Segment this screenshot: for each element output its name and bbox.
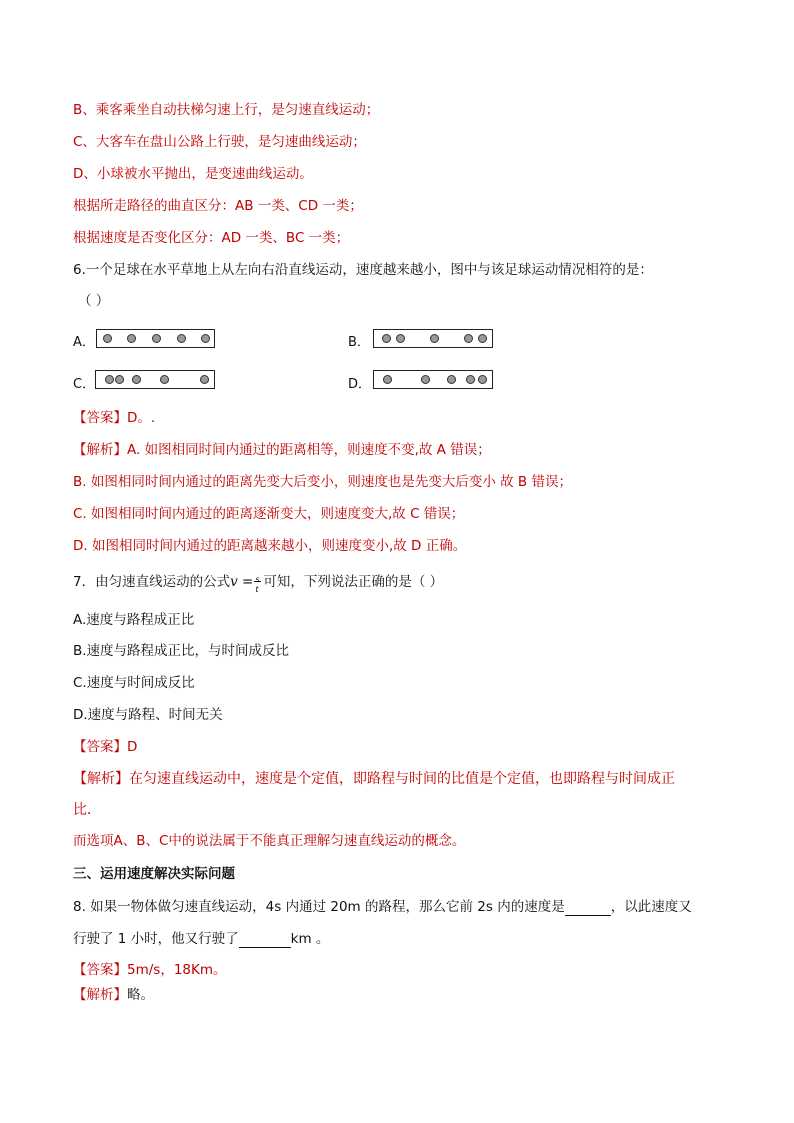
q6-analysis-c: C. 如图相同时间内通过的距离逐渐变大，则速度变大,故 C 错误；: [73, 506, 465, 522]
formula-denominator: t: [255, 585, 259, 594]
ball-dot: [103, 334, 112, 343]
q6-option-b-figure: [373, 329, 493, 348]
ball-dot: [201, 334, 210, 343]
q6-option-b-label: B．: [348, 335, 370, 350]
q8-line-1-post: ，以此速度又: [610, 899, 692, 915]
q7-option-d: D.速度与路程、时间无关: [73, 707, 223, 723]
section-3-title: 三、运用速度解决实际问题: [73, 866, 235, 882]
q6-option-a-label: A．: [73, 335, 95, 350]
ball-dot: [478, 375, 487, 384]
q7-question: [73, 573, 444, 594]
classification-2-prefix: 根据速度是否变化区分：: [73, 230, 222, 246]
q6-analysis-b: B. 如图相同时间内通过的距离先变大后变小，则速度也是先变大后变小 故 B 错误；: [73, 474, 572, 490]
ball-dot: [115, 375, 124, 384]
q7-analysis-2: 比．: [73, 802, 101, 818]
ball-dot: [177, 334, 186, 343]
classification-1-prefix: 根据所走路径的曲直区分：: [73, 198, 235, 214]
answer-tag: 【答案】: [73, 962, 127, 978]
q8-blank-1: [565, 901, 611, 916]
ball-dot: [383, 375, 392, 384]
q8-answer: [73, 961, 227, 979]
ball-dot: [382, 334, 391, 343]
answer-value: D: [127, 739, 138, 755]
answer-tag: 【答案】: [73, 410, 127, 426]
ball-dot: [200, 375, 209, 384]
q6-option-d-label: D．: [348, 377, 372, 392]
ball-dot: [396, 334, 405, 343]
q8-line-2-post: km 。: [290, 931, 330, 947]
ball-dot: [105, 375, 114, 384]
q6-option-c-label: C．: [73, 377, 96, 392]
q5-option-c-explanation: C、大客车在盘山公路上行驶，是匀速曲线运动；: [73, 134, 366, 150]
analysis-text: 略。: [127, 987, 154, 1003]
q7-question-pre: 7．由匀速直线运动的公式: [73, 574, 231, 590]
q6-answer-paren: （ ）: [78, 293, 110, 309]
q6-option-d-figure: [373, 370, 493, 389]
q6-analysis-d: D. 如图相同时间内通过的距离越来越小，则速度变小,故 D 正确。: [73, 538, 467, 554]
q7-option-b: B.速度与路程成正比，与时间成反比: [73, 643, 290, 659]
ball-dot: [478, 334, 487, 343]
ball-dot: [127, 334, 136, 343]
q7-option-c: C.速度与时间成反比: [73, 675, 195, 691]
q7-answer: [73, 738, 137, 756]
q6-option-a-figure: [96, 329, 215, 348]
q6-question: 6.一个足球在水平草地上从左向右沿直线运动，速度越来越小，图中与该足球运动情况相符的是：: [73, 262, 653, 278]
ball-dot: [464, 334, 473, 343]
analysis-text: 在匀速直线运动中，速度是个定值，即路程与时间的比值是个定值，也即路程与时间成正: [129, 771, 675, 787]
analysis-text: A. 如图相同时间内通过的距离相等，则速度不变,故 A 错误；: [127, 442, 491, 458]
analysis-tag: 【解析】: [73, 771, 129, 787]
analysis-tag: 【解析】: [73, 987, 127, 1003]
ball-dot: [447, 375, 456, 384]
q8-line-1: [73, 898, 692, 916]
classification-2-body: AD 一类、BC 一类；: [221, 230, 350, 246]
q8-blank-2: [239, 933, 291, 948]
q7-analysis-1: [73, 770, 675, 788]
analysis-tag: 【解析】: [73, 442, 127, 458]
q5-option-d-explanation: D、小球被水平抛出，是变速曲线运动。: [73, 166, 313, 182]
ball-dot: [132, 375, 141, 384]
q7-analysis-3: 而选项A、B、C中的说法属于不能真正理解匀速直线运动的概念。: [73, 833, 466, 849]
answer-value: 5m/s，18Km。: [127, 962, 227, 978]
q8-analysis: [73, 986, 154, 1004]
q6-analysis-a: [73, 441, 491, 459]
q5-classification-2: [73, 229, 349, 247]
q6-option-c-figure: [95, 370, 215, 389]
classification-1-body: AB 一类、CD 一类；: [235, 198, 363, 214]
q6-answer: [73, 409, 155, 427]
q5-classification-1: [73, 197, 363, 215]
formula-numerator: s: [255, 575, 260, 584]
formula-fraction: [253, 573, 263, 594]
q8-line-1-pre: 8. 如果一物体做匀速直线运动，4s 内通过 20m 的路程，那么它前 2s 内的速度是: [73, 899, 565, 915]
formula-v: v =: [230, 574, 254, 590]
ball-dot: [160, 375, 169, 384]
q5-option-b-explanation: B、乘客乘坐自动扶梯匀速上行，是匀速直线运动；: [73, 102, 380, 118]
q8-line-2-pre: 行驶了 1 小时，他又行驶了: [73, 931, 239, 947]
q8-line-2: [73, 930, 329, 948]
answer-tag: 【答案】: [73, 739, 127, 755]
ball-dot: [466, 375, 475, 384]
ball-dot: [152, 334, 161, 343]
ball-dot: [430, 334, 439, 343]
q7-question-post: 可知，下列说法正确的是（ ）: [263, 574, 444, 590]
answer-value: D。.: [127, 410, 156, 426]
ball-dot: [421, 375, 430, 384]
q7-option-a: A.速度与路程成正比: [73, 612, 195, 628]
